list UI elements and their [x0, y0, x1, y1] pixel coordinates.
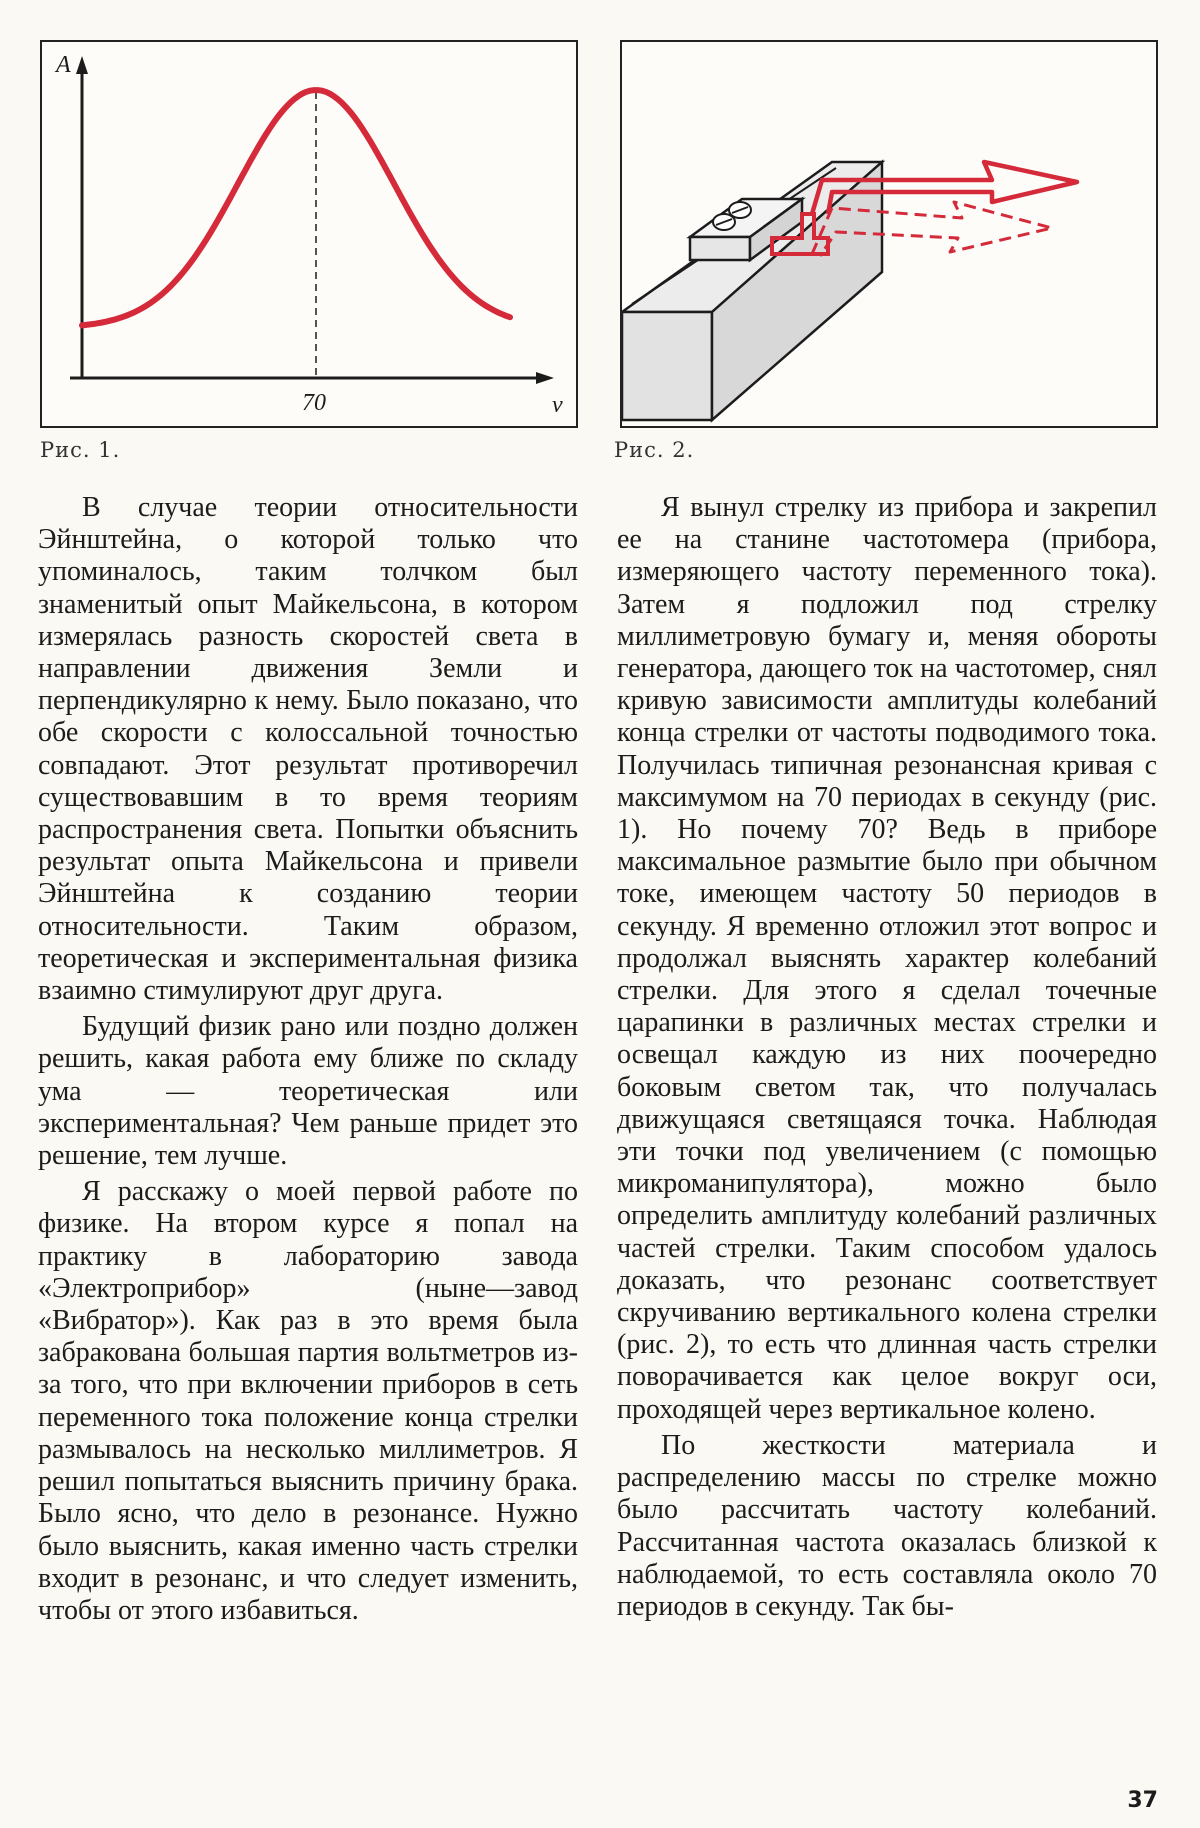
resonance-curve-chart [42, 42, 580, 430]
x-axis-arrow [536, 372, 554, 384]
right-text-column [617, 492, 1157, 1627]
x-axis-label: ν [552, 392, 563, 418]
paragraph: По жесткости материала и распределению массы по стрелке можно было рассчитать частоту колебаний. Рассчитанная частота оказалась близкой к наблюдаемой, то есть составляла около 70 периодов в секунду. Так бы- [617, 1429, 1157, 1622]
clamp-front [690, 237, 750, 260]
paragraph: Будущий физик рано или поздно должен решить, какая работа ему ближе по складу ума — теоретическая или экспериментальная? Чем раньше придет это решение, тем лучше. [38, 1011, 578, 1172]
base-block-front [622, 312, 712, 420]
paragraph: В случае теории относительности Эйнштейна, о которой только что упоминалось, таким толчком был знаменитый опыт Майкельсона, в котором измерялась разность скоростей света в направлении движения Земли и перпендикулярно к нему. Было показано, что обе скорости с колоссальной точностью совпадают. Этот результат противоречил существовавшим в то время теориям распространения света. Попытки объяснить результат опыта Майкельсона и привели Эйнштейна к созданию теории относительности. Таким образом, теоретическая и экспериментальная физика взаимно стимулируют друг друга. [38, 492, 578, 1007]
y-axis-arrow [76, 56, 88, 74]
left-text-column [38, 492, 578, 1631]
figure-1-caption: Рис. 1. [40, 438, 121, 462]
figure-1-resonance-curve [40, 40, 578, 428]
figure-2-pointer-diagram [620, 40, 1158, 428]
figure-2-caption: Рис. 2. [614, 438, 695, 462]
paragraph: Я расскажу о моей первой работе по физике. На втором курсе я попал на практику в лабораторию завода «Электроприбор» (ныне—завод «Вибратор»). Как раз в это время была забракована большая партия вольтметров из-за того, что при включении приборов в сеть переменного тока положение конца стрелки размывалось на несколько миллиметров. Я решил попытаться выяснить причину брака. Было ясно, что дело в резонансе. Нужно было выяснить, какая именно часть стрелки входит в резонанс, и что следует изменить, чтобы от этого избавиться. [38, 1176, 578, 1626]
resonance-curve [82, 90, 510, 325]
peak-tick-label: 70 [302, 390, 326, 416]
pointer-torsion-diagram [622, 42, 1160, 430]
page-number: 37 [1127, 1788, 1158, 1813]
paragraph: Я вынул стрелку из прибора и закрепил ее на станине частотомера (прибора, измеряющего частоту переменного тока). Затем я подложил под стрелку миллиметровую бумагу и, меняя обороты генератора, дающего ток на частотомер, снял кривую зависимости амплитуды колебаний конца стрелки от частоты подводимого тока. Получилась типичная резонансная кривая с максимумом на 70 периодах в секунду (рис. 1). Но почему 70? Ведь в приборе максимальное размытие было при обычном токе, имеющем частоту 50 периодов в секунду. Я временно отложил этот вопрос и продолжал выяснять характер колебаний стрелки. Для этого я сделал точечные царапинки в различных местах стрелки и освещал каждую из них поочередно боковым светом так, что получалась движущаяся светящаяся точка. Наблюдая эти точки под увеличением (с помощью микроманипулятора), можно было определить амплитуду колебаний различных частей стрелки. Таким способом удалось доказать, что резонанс соответствует скручиванию вертикального колена стрелки (рис. 2), то есть что длинная часть стрелки поворачивается как целое вокруг оси, проходящей через вертикальное колено. [617, 492, 1157, 1425]
y-axis-label: A [56, 52, 71, 78]
